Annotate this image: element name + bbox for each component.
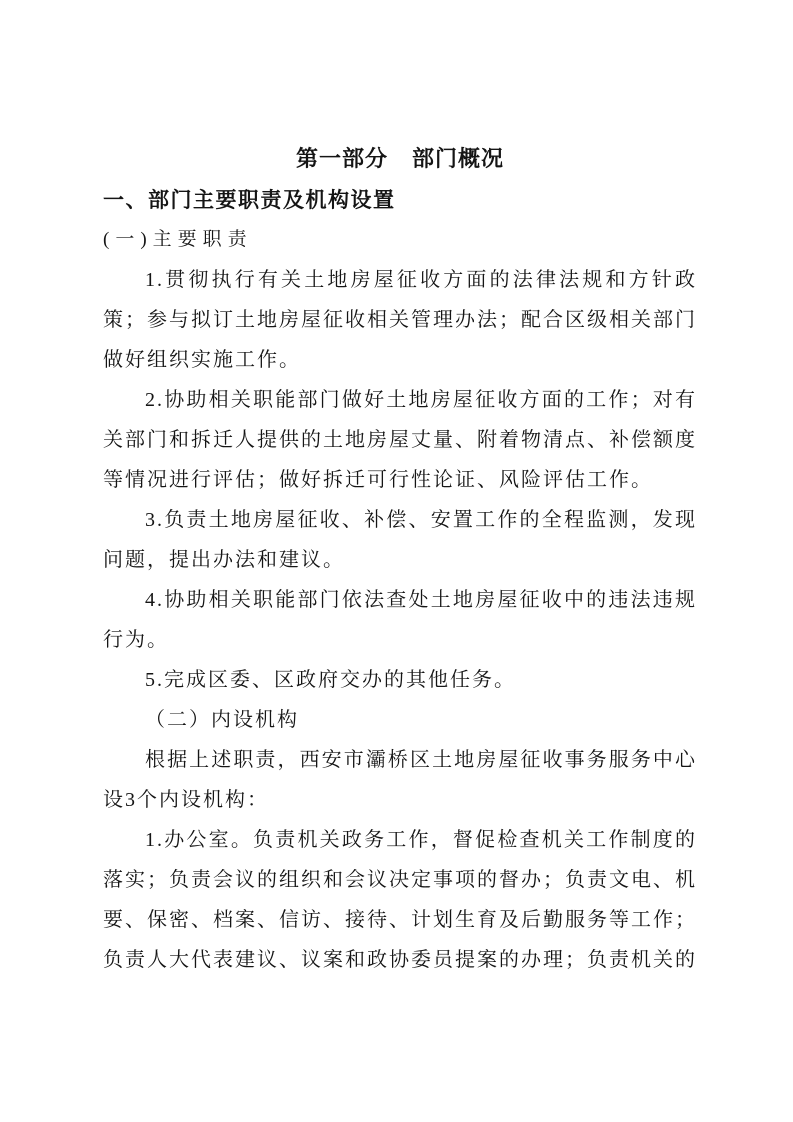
body-line: 负责人大代表建议、议案和政协委员提案的办理；负责机关的 [103,949,697,971]
body-line: 4.协助相关职能部门依法查处土地房屋征收中的违法违规 [145,589,697,611]
document-title-part-2: 部门概况 [412,147,505,172]
body-line: （二）内设机构 [145,709,299,731]
body-line: 要、保密、档案、信访、接待、计划生育及后勤服务等工作； [103,909,697,931]
body-line: 关部门和拆迁人提供的土地房屋丈量、附着物清点、补偿额度 [103,429,697,451]
document-content [103,140,697,980]
body-line: 3.负责土地房屋征收、补偿、安置工作的全程监测，发现 [145,509,697,531]
body-line: 落实；负责会议的组织和会议决定事项的督办；负责文电、机 [103,869,697,891]
body-line: 策；参与拟订土地房屋征收相关管理办法；配合区级相关部门 [103,309,697,331]
section-heading: 一、部门主要职责及机构设置 [103,188,396,212]
document-body [103,260,697,980]
body-line: 2.协助相关职能部门做好土地房屋征收方面的工作；对有 [145,389,697,411]
document-title-part-1: 第一部分 [295,147,388,172]
subsection-heading: (一)主要职责 [103,229,253,250]
body-line: 做好组织实施工作。 [103,349,301,371]
body-line: 5.完成区委、区政府交办的其他任务。 [145,669,516,691]
body-line: 根据上述职责，西安市灞桥区土地房屋征收事务服务中心 [145,749,697,771]
body-line: 行为。 [103,629,169,651]
body-line: 1.贯彻执行有关土地房屋征收方面的法律法规和方针政 [145,269,697,291]
body-line: 问题，提出办法和建议。 [103,549,345,571]
body-line: 设3个内设机构： [103,789,269,811]
body-line: 等情况进行评估；做好拆迁可行性论证、风险评估工作。 [103,469,653,491]
document-title [103,140,697,180]
body-line: 1.办公室。负责机关政务工作，督促检查机关工作制度的 [145,829,697,851]
